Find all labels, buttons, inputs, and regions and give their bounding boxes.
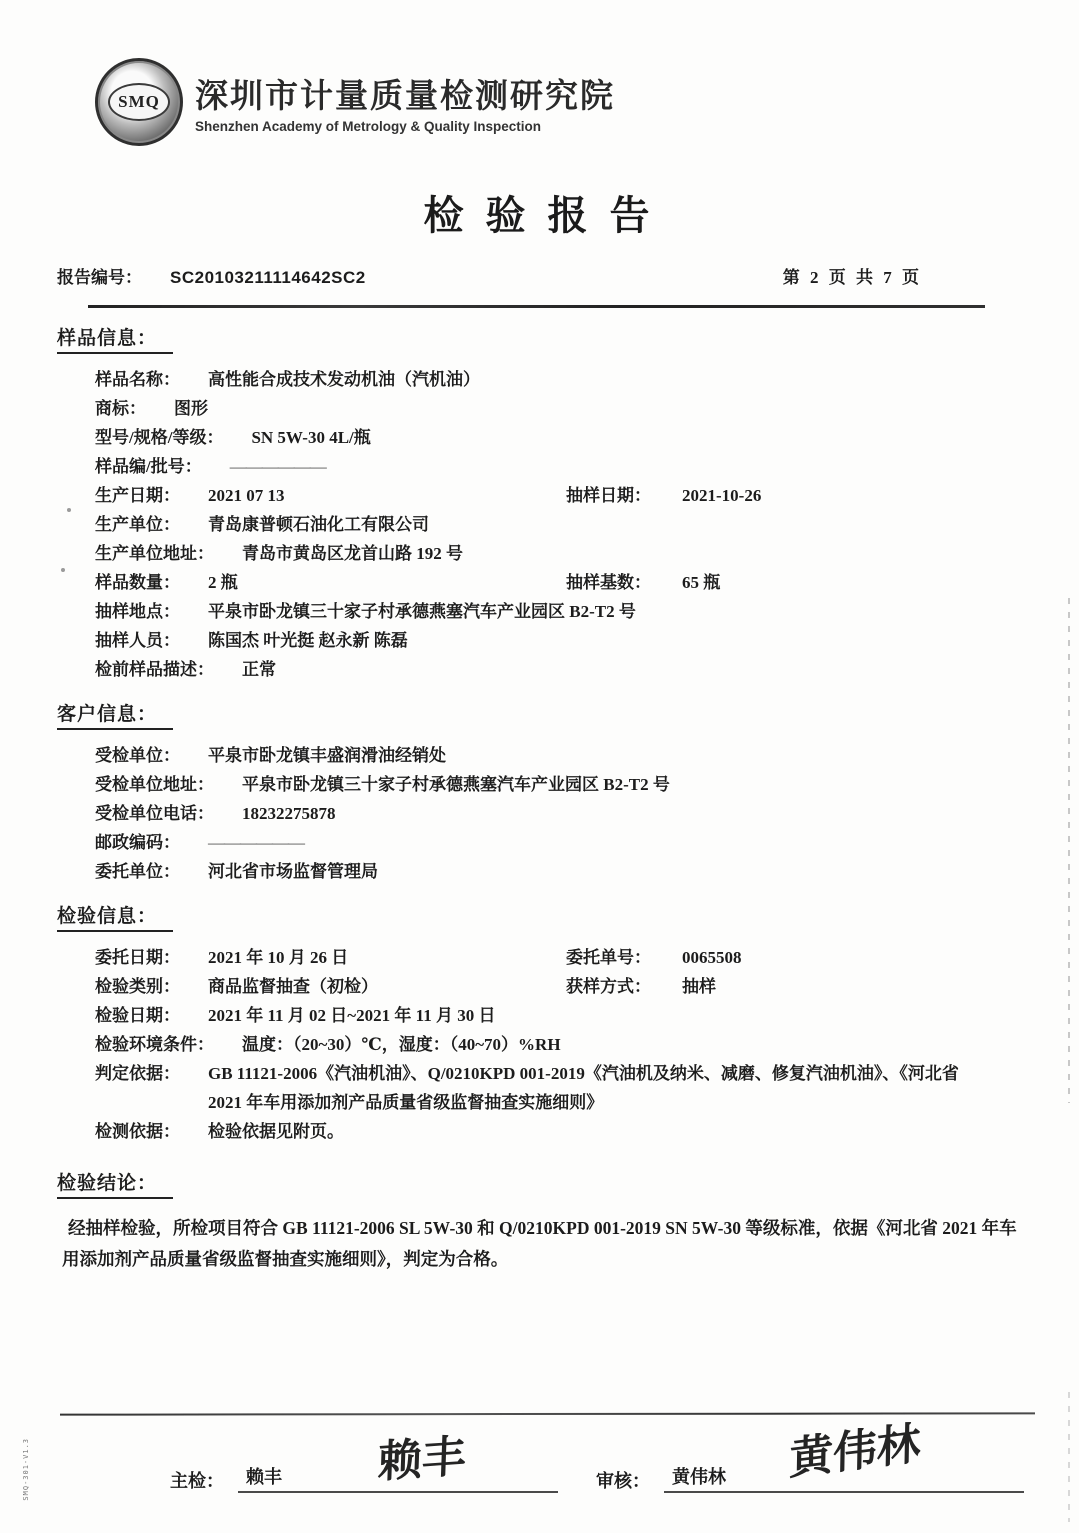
field-row-inspected-unit: 受检单位： 平泉市卧龙镇丰盛润滑油经销处 [95,746,446,765]
field-row-sampling-location: 抽样地点： 平泉市卧龙镇三十家子村承德燕塞汽车产业园区 B2-T2 号 [95,602,636,621]
scan-artifact-line [1068,598,1070,1103]
scan-speck [61,568,65,572]
form-code-vertical-text: SMQ-301-V1.3 [22,1438,30,1501]
field-row-manufacturer-address: 生产单位地址： 青岛市黄岛区龙首山路 192 号 [95,544,463,563]
reviewer-handwritten-signature: 黄伟林 [788,1417,921,1486]
field-row-testing-basis: 检测依据： 检验依据见附页。 [95,1122,344,1141]
field-row-pre-test-description: 检前样品描述： 正常 [95,660,276,679]
field-row-inspected-unit-phone: 受检单位电话： 18232275878 [95,804,336,823]
inspection-info-rows [0,943,1079,1146]
inspector-signature-line [238,1430,558,1493]
organization-block [195,70,615,134]
section-heading-conclusion: 检验结论： [57,1168,173,1199]
field-row-batch-no: 样品编/批号： —————— [95,457,326,476]
reviewer-printed-name: 黄伟林 [672,1467,726,1487]
field-row-commission-date: 委托日期： 2021 年 10 月 26 日 委托单号： 0065508 [95,948,742,967]
section-heading-inspection: 检验信息： [57,901,173,932]
field-row-manufacturer: 生产单位： 青岛康普顿石油化工有限公司 [95,515,429,534]
section-heading-customer: 客户信息： [57,699,173,730]
sample-info-rows [0,365,1079,684]
field-row-inspected-unit-address: 受检单位地址： 平泉市卧龙镇三十家子村承德燕塞汽车产业园区 B2-T2 号 [95,775,670,794]
field-row-sampling-personnel: 抽样人员： 陈国杰 叶光挺 赵永新 陈磊 [95,631,408,650]
organization-name-cn: 深圳市计量质量检测研究院 [195,77,615,114]
smq-logo-text: SMQ [108,83,170,121]
reviewer-signature-block [596,1417,1024,1493]
field-row-inspection-date: 检验日期： 2021 年 11 月 02 日~2021 年 11 月 30 日 [95,1006,496,1025]
field-row-judgment-basis: 判定依据： GB 11121-2006《汽油机油》、Q/0210KPD 001-2019《汽油机及纳米、减磨、修复汽油机油》、《河北省 2021 年车用添加剂产品质量省级监督抽查实施细则》 [95,1064,959,1112]
field-row-sample-name: 样品名称： 高性能合成技术发动机油（汽机油） [95,370,480,389]
conclusion-text: 经抽样检验，所检项目符合 GB 11121-2006 SL 5W-30 和 Q/0210KPD 001-2019 SN 5W-30 等级标准，依据《河北省 2021 年车用添加剂产品质量省级监督抽查实施细则》，判定为合格。 [62,1218,1017,1269]
report-no-label: 报告编号： [57,268,142,287]
field-row-production-date: 生产日期： 2021 07 13 抽样日期： 2021-10-26 [95,486,762,505]
field-row-environment-conditions: 检验环境条件： 温度：（20~30）℃，湿度：（40~70）%RH [95,1035,561,1054]
field-row-inspection-category: 检验类别： 商品监督抽查（初检） 获样方式： 抽样 [95,977,716,996]
field-row-commissioning-unit: 委托单位： 河北省市场监督管理局 [95,862,378,881]
inspector-printed-name: 赖丰 [246,1467,282,1487]
organization-name-en: Shenzhen Academy of Metrology & Quality Inspection [195,119,542,134]
scan-artifact-line [1068,1392,1070,1522]
scan-speck [67,508,71,512]
field-row-postal-code: 邮政编码： —————— [95,833,304,852]
report-no-value: SC20103211114642SC2 [170,268,366,287]
inspector-signature-block [170,1430,558,1493]
reviewer-signature-line [664,1417,1024,1493]
field-row-model-spec: 型号/规格/等级： SN 5W-30 4L/瓶 [95,428,371,447]
smq-seal-icon [95,58,183,146]
reviewer-label: 审核： [596,1471,650,1491]
inspector-handwritten-signature: 赖丰 [377,1430,467,1489]
signature-footer [0,1417,1079,1507]
report-meta-row [57,263,1022,289]
field-row-trademark: 商标： 图形 [95,399,208,418]
report-title: 检 验 报 告 [423,193,656,238]
report-header [0,0,1079,146]
field-row-sample-quantity: 样品数量： 2 瓶 抽样基数： 65 瓶 [95,573,721,592]
inspector-label: 主检： [170,1471,224,1491]
page-indicator: 第 2 页 共 7 页 [782,268,922,287]
customer-info-rows [0,741,1079,886]
section-heading-sample: 样品信息： [57,323,173,354]
